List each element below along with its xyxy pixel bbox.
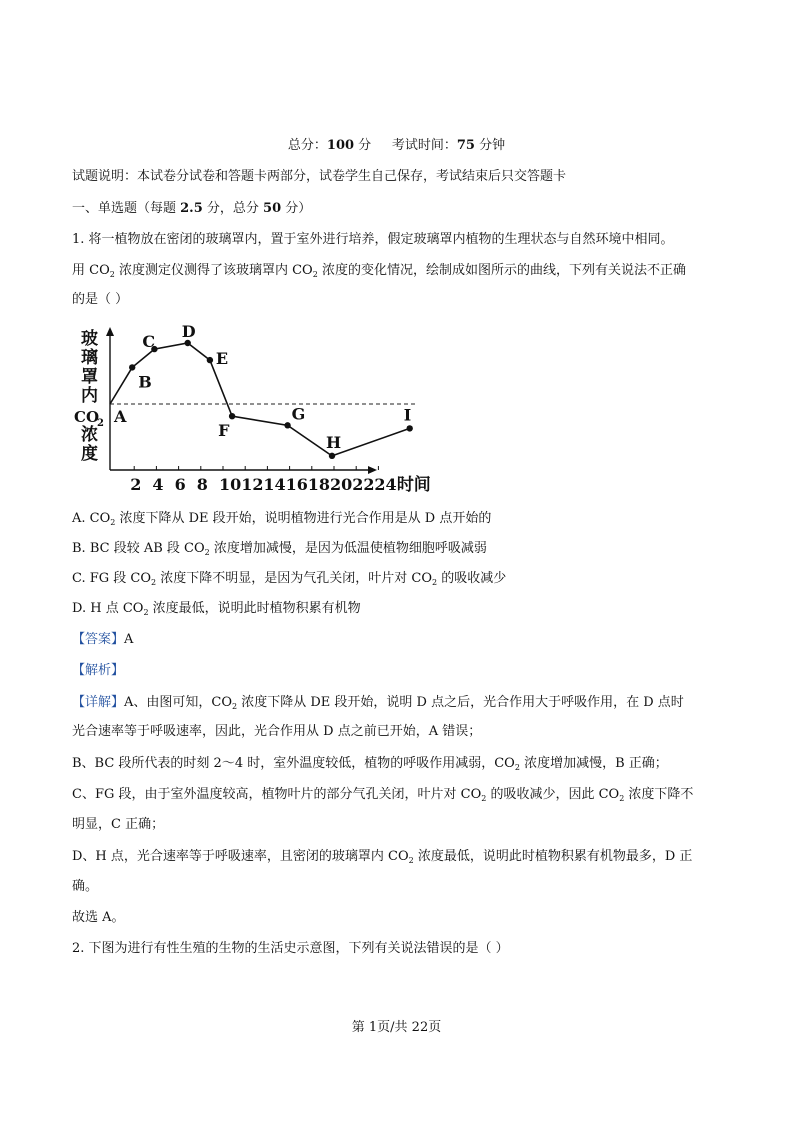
q2-stem-line1: 2. 下图为进行有性生殖的生物的生活史示意图，下列有关说法错误的是（ ） [72, 941, 509, 956]
curve-points [113, 322, 413, 459]
x-tick-label: 22 [352, 475, 375, 494]
exam-header [0, 137, 793, 155]
detail-c-line2: 明显，C 正确； [72, 817, 165, 832]
point-label-c: C [142, 332, 156, 352]
detail-b-line [72, 755, 668, 774]
option-d-text-2: 浓度最低，说明此时植物积累有机物 [148, 601, 361, 616]
subscript: 2 [432, 578, 438, 587]
subscript: 2 [514, 763, 520, 772]
section-title [72, 200, 311, 218]
detail-d-2: 浓度最低，说明此时植物积累有机物最多，D 正 [413, 849, 693, 864]
detail-b-1: B、BC 段所代表的时刻 2～4 时，室外温度较低，植物的呼吸作用减弱，CO [72, 756, 515, 771]
q1-stem-line1: 1. 将一植物放在密闭的玻璃罩内，置于室外进行培养，假定玻璃罩内植物的生理状态与自然环境中相同。 [72, 232, 674, 247]
q1-option-c[interactable] [72, 570, 506, 589]
detail-c-2: 的吸收减少，因此 CO [486, 787, 620, 802]
detail-b-2: 浓度增加减慢，B 正确； [519, 756, 668, 771]
subscript: 2 [481, 794, 487, 803]
instructions: 试题说明：本试卷分试卷和答题卡两部分，试卷学生自己保存，考试结束后只交答题卡 [72, 169, 567, 184]
answer-value: A [124, 632, 134, 647]
point-label-a: A [114, 407, 127, 426]
analysis-tag [72, 662, 124, 680]
time-unit: 分钟 [474, 138, 506, 153]
x-tick-label: 2 [130, 475, 142, 494]
subscript: 2 [110, 518, 116, 527]
y-label-char: 罩 [81, 367, 98, 387]
point-h [329, 453, 335, 459]
point-g [284, 422, 290, 428]
q1-stem-line2 [72, 262, 686, 281]
option-a-text-2: 浓度下降从 DE 段开始，说明植物进行光合作用是从 D 点开始的 [115, 511, 492, 526]
point-label-h: H [326, 432, 342, 452]
score-unit: 分 [354, 138, 372, 153]
detail-c-1: C、FG 段，由于室外温度较高，植物叶片的部分气孔关闭，叶片对 CO [72, 787, 482, 802]
point-label-f: F [218, 421, 230, 441]
y-label-char: 内 [81, 386, 98, 406]
subscript: 2 [408, 856, 414, 865]
q1-stem-2a: 用 CO [72, 263, 110, 278]
subscript: 2 [312, 270, 318, 279]
analysis-tag-text: 【解析】 [72, 663, 125, 678]
option-b-text-2: 浓度增加减慢，是因为低温使植物细胞呼吸减弱 [209, 541, 487, 556]
q1-option-d[interactable] [72, 600, 361, 619]
x-tick-label: 4 [152, 475, 164, 494]
option-d-text-1: D. H 点 CO [72, 601, 144, 616]
detail-d-line1 [72, 848, 692, 867]
time-label: 考试时间： [391, 138, 457, 153]
section-total: 50 [263, 201, 282, 216]
x-tick-label: 8 [196, 475, 208, 494]
x-tick-label: 18 [307, 475, 331, 494]
q1-option-a[interactable] [72, 510, 491, 529]
detail-a-1: A、由图可知，CO [124, 695, 233, 710]
detail-a-line1 [72, 694, 684, 713]
point-label-i: I [403, 405, 412, 425]
section-title-a: 一、单选题（每题 [72, 201, 181, 216]
point-label-g: G [291, 404, 306, 424]
q1-stem-2b: 浓度测定仪测得了该玻璃罩内 CO [114, 263, 313, 278]
y-label-co2: CO [74, 408, 100, 426]
detail-a-line2: 光合速率等于呼吸速率，因此，光合作用从 D 点之前已开始，A 错误； [72, 724, 482, 739]
point-label-b: B [138, 372, 152, 392]
subscript: 2 [232, 702, 238, 711]
score-value: 100 [326, 138, 355, 153]
subscript: 2 [151, 578, 157, 587]
x-tick-label: 10 [219, 475, 242, 494]
point-i [407, 425, 413, 431]
y-axis-label [74, 328, 104, 464]
answer-line [72, 631, 133, 649]
y-axis-arrow [106, 327, 114, 336]
option-b-text-1: B. BC 段较 AB 段 CO [72, 541, 205, 556]
detail-c-3: 浓度下降不 [624, 787, 694, 802]
subscript: 2 [143, 608, 149, 617]
score-label: 总分： [287, 138, 327, 153]
option-c-text-2: 浓度下降不明显，是因为气孔关闭，叶片对 CO [156, 571, 432, 586]
option-c-text-3: 的吸收减少 [437, 571, 507, 586]
time-value: 75 [456, 138, 475, 153]
co2-curve-line [110, 343, 410, 456]
subscript: 2 [109, 270, 115, 279]
co2-concentration-chart [72, 322, 431, 500]
detail-d-1: D、H 点，光合速率等于呼吸速率，且密闭的玻璃罩内 CO [72, 849, 409, 864]
point-f [229, 413, 235, 419]
x-tick-label: 16 [285, 475, 308, 494]
point-e [207, 357, 213, 363]
subscript: 2 [619, 794, 625, 803]
point-label-d: D [181, 322, 196, 341]
y-label-char: 玻 [81, 329, 98, 349]
option-a-text-1: A. CO [72, 511, 111, 526]
section-title-e: 分） [281, 201, 312, 216]
conclusion: 故选 A。 [72, 910, 125, 925]
x-tick-label: 12 [241, 475, 264, 494]
point-label-e: E [215, 349, 229, 369]
x-tick-label: 20 [330, 475, 353, 494]
point-b [129, 364, 135, 370]
q1-option-b[interactable] [72, 540, 487, 559]
section-title-c: 分，总分 [202, 201, 264, 216]
option-c-text-1: C. FG 段 CO [72, 571, 152, 586]
x-axis-label: 时间 [396, 475, 431, 495]
x-axis-arrow [368, 466, 377, 474]
q1-stem-2c: 浓度的变化情况，绘制成如图所示的曲线，下列有关说法不正确 [317, 263, 686, 278]
x-tick-label: 24 [374, 475, 397, 494]
detail-tag: 【详解】 [72, 695, 125, 710]
detail-d-line2: 确。 [72, 879, 99, 894]
q1-stem-line3: 的是（ ） [72, 292, 129, 307]
answer-tag: 【答案】 [72, 632, 125, 647]
detail-a-2: 浓度下降从 DE 段开始，说明 D 点之后，光合作用大于呼吸作用，在 D 点时 [237, 695, 684, 710]
y-label-char: 浓 [81, 425, 98, 445]
x-tick-label: 6 [174, 475, 186, 494]
page-footer: 第 1页/共 22页 [351, 1020, 442, 1035]
subscript: 2 [204, 548, 210, 557]
detail-c-line1 [72, 786, 693, 805]
y-label-co2-sub: 2 [97, 418, 104, 429]
y-label-char: 度 [81, 444, 98, 464]
x-tick-label: 14 [263, 475, 286, 494]
y-label-char: 璃 [81, 348, 98, 368]
section-points: 2.5 [180, 201, 203, 216]
